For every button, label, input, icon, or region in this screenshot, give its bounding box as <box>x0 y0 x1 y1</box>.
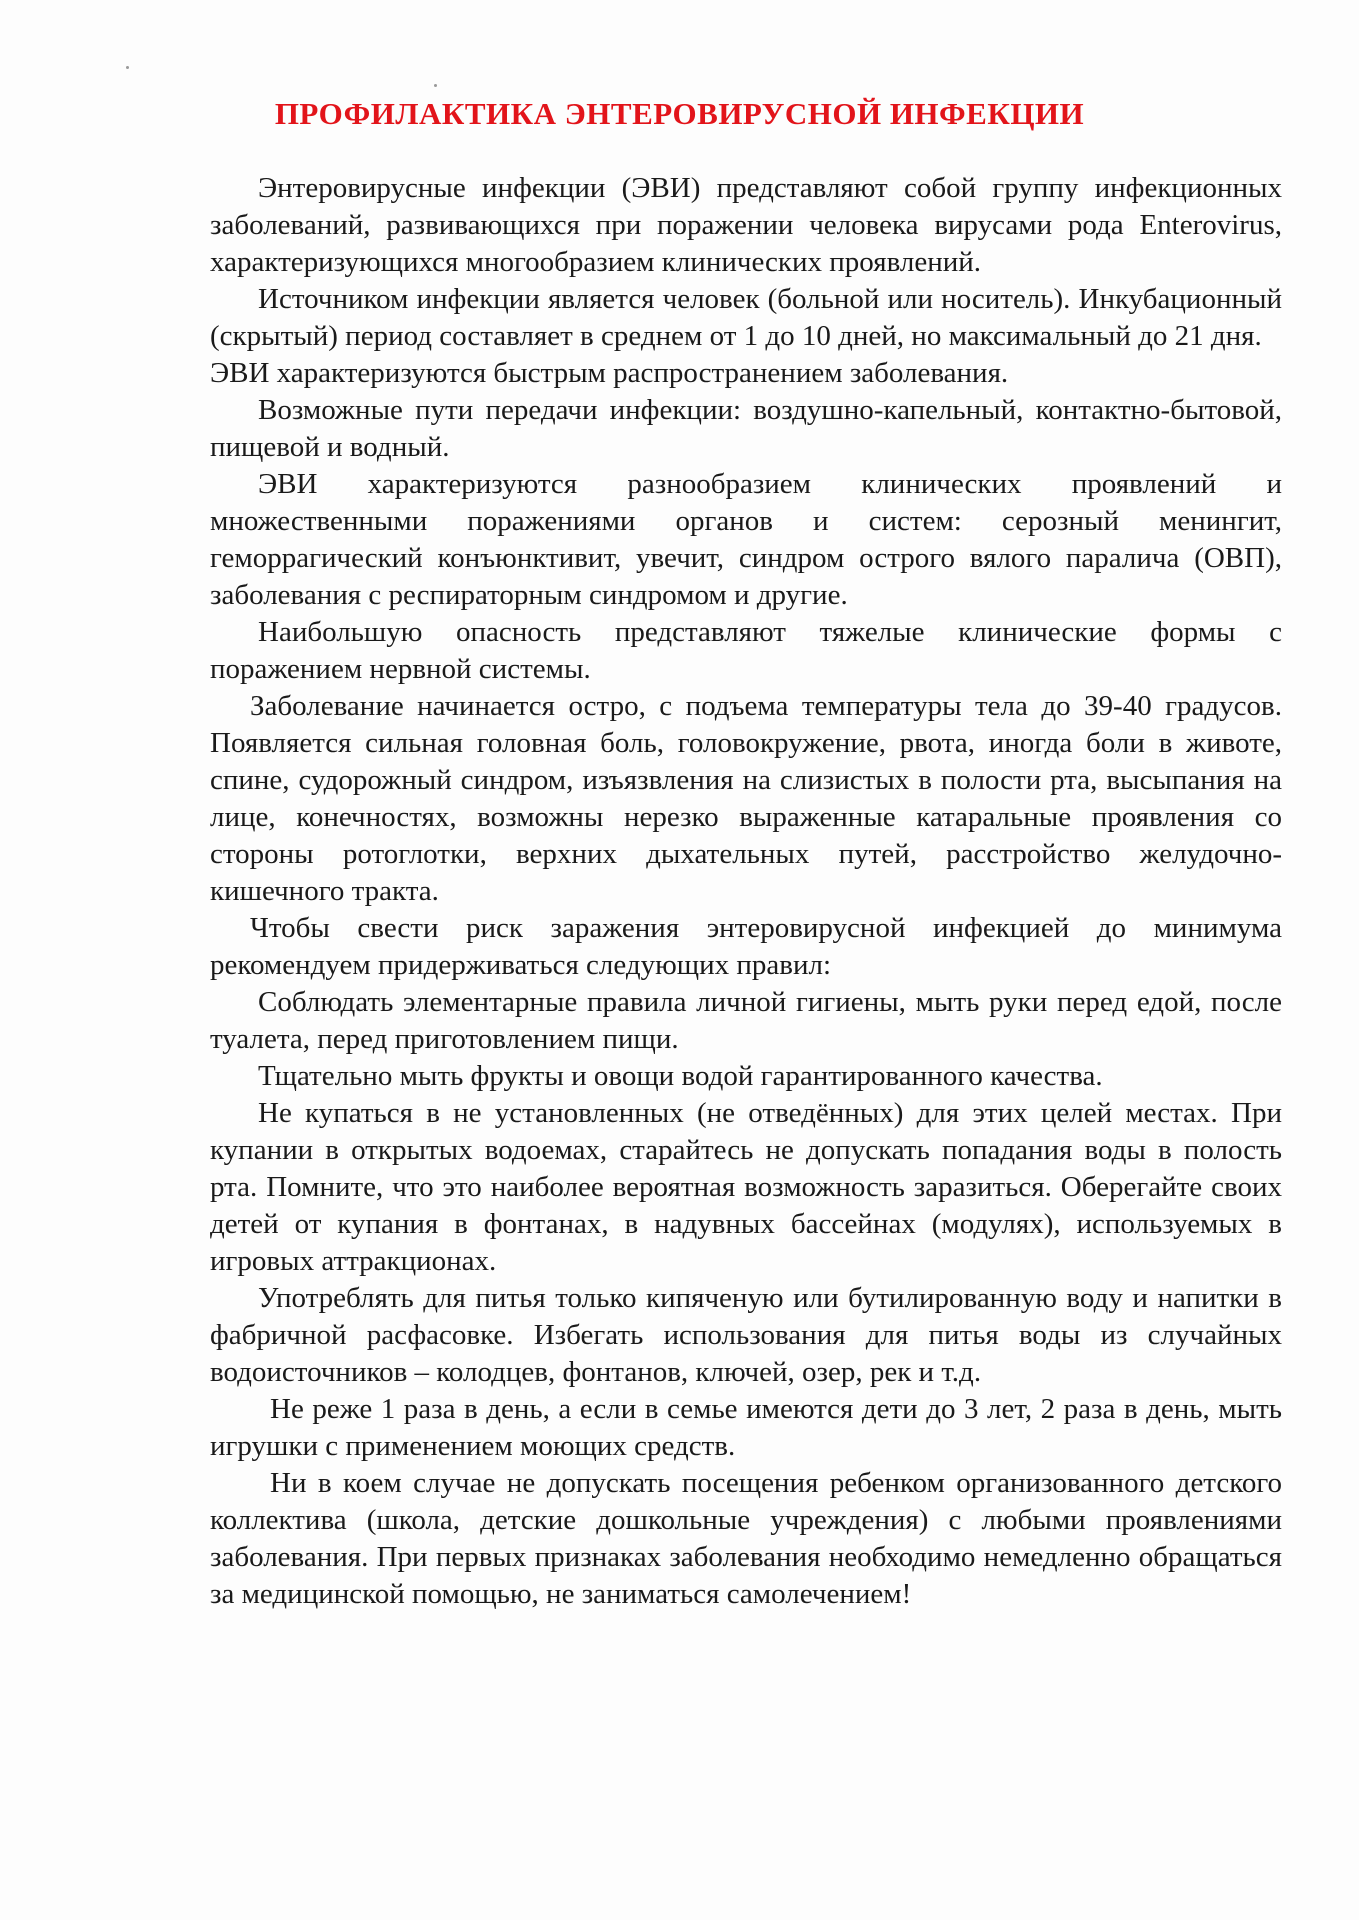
paragraph-rule-wash-produce: Тщательно мыть фрукты и овощи водой гарантированного качества. <box>258 1060 1103 1092</box>
paragraph-rules-intro: Чтобы свести риск заражения энтеровирусной инфекцией до минимума рекомендуем придерживаться следующих правил: <box>210 912 1282 981</box>
paragraph-source: Источником инфекции является человек (больной или носитель). Инкубационный (скрытый) период составляет в среднем от 1 до 10 дней, но максимальный до 21 дня. <box>210 283 1282 352</box>
paragraph-spread: ЭВИ характеризуются быстрым распространением заболевания. <box>210 357 1009 389</box>
paragraph-rule-toys: Не реже 1 раза в день, а если в семье имеются дети до 3 лет, 2 раза в день, мыть игрушки с применением моющих средств. <box>210 1393 1282 1462</box>
paragraph-rule-water: Употреблять для питья только кипяченую или бутилированную воду и напитки в фабричной расфасовке. Избегать использования для питья воды из случайных водоисточников – колодцев, фонтанов, ключей, озер, рек и т.д. <box>210 1282 1282 1388</box>
paragraph-definition: Энтеровирусные инфекции (ЭВИ) представляют собой группу инфекционных заболеваний, развивающихся при поражении человека вирусами рода Enterovirus, характеризующихся многообразием клинических проявлений. <box>210 172 1282 278</box>
paragraph-rule-isolation: Ни в коем случае не допускать посещения ребенком организованного детского коллектива (школа, детские дошкольные учреждения) с любыми проявлениями заболевания. При первых признаках заболевания необходимо немедленно обращаться за медицинской помощью, не заниматься самолечением! <box>210 1467 1282 1610</box>
paragraph-rule-swimming: Не купаться в не установленных (не отведённых) для этих целей местах. При купании в открытых водоемах, старайтесь не допускать попадания воды в полость рта. Помните, что это наиболее вероятная возможность заразиться. Оберегайте своих детей от купания в фонтанах, в надувных бассейнах (модулях), используемых в игровых аттракционах. <box>210 1097 1282 1277</box>
paragraph-danger: Наибольшую опасность представляют тяжелые клинические формы с поражением нервной системы. <box>210 616 1282 685</box>
scan-speck <box>126 66 129 69</box>
paragraph-transmission: Возможные пути передачи инфекции: воздушно-капельный, контактно-бытовой, пищевой и водный. <box>210 394 1282 463</box>
document-body <box>210 170 1282 1613</box>
paragraph-rule-hygiene: Соблюдать элементарные правила личной гигиены, мыть руки перед едой, после туалета, перед приготовлением пищи. <box>210 986 1282 1055</box>
scan-speck <box>434 84 437 87</box>
paragraph-symptoms: Заболевание начинается остро, с подъема температуры тела до 39-40 градусов. Появляется сильная головная боль, головокружение, рвота, иногда боли в животе, спине, судорожный синдром, изъязвления на слизистых в полости рта, высыпания на лице, конечностях, возможны нерезко выраженные катаральные проявления со стороны ротоглотки, верхних дыхательных путей, расстройство желудочно-кишечного тракта. <box>210 690 1282 907</box>
document-title: ПРОФИЛАКТИКА ЭНТЕРОВИРУСНОЙ ИНФЕКЦИИ <box>274 96 1085 131</box>
paragraph-manifestations: ЭВИ характеризуются разнообразием клинических проявлений и множественными поражениями органов и систем: серозный менингит, геморрагический конъюнктивит, увечит, синдром острого вялого паралича (ОВП), заболевания с респираторным синдромом и другие. <box>210 468 1282 611</box>
